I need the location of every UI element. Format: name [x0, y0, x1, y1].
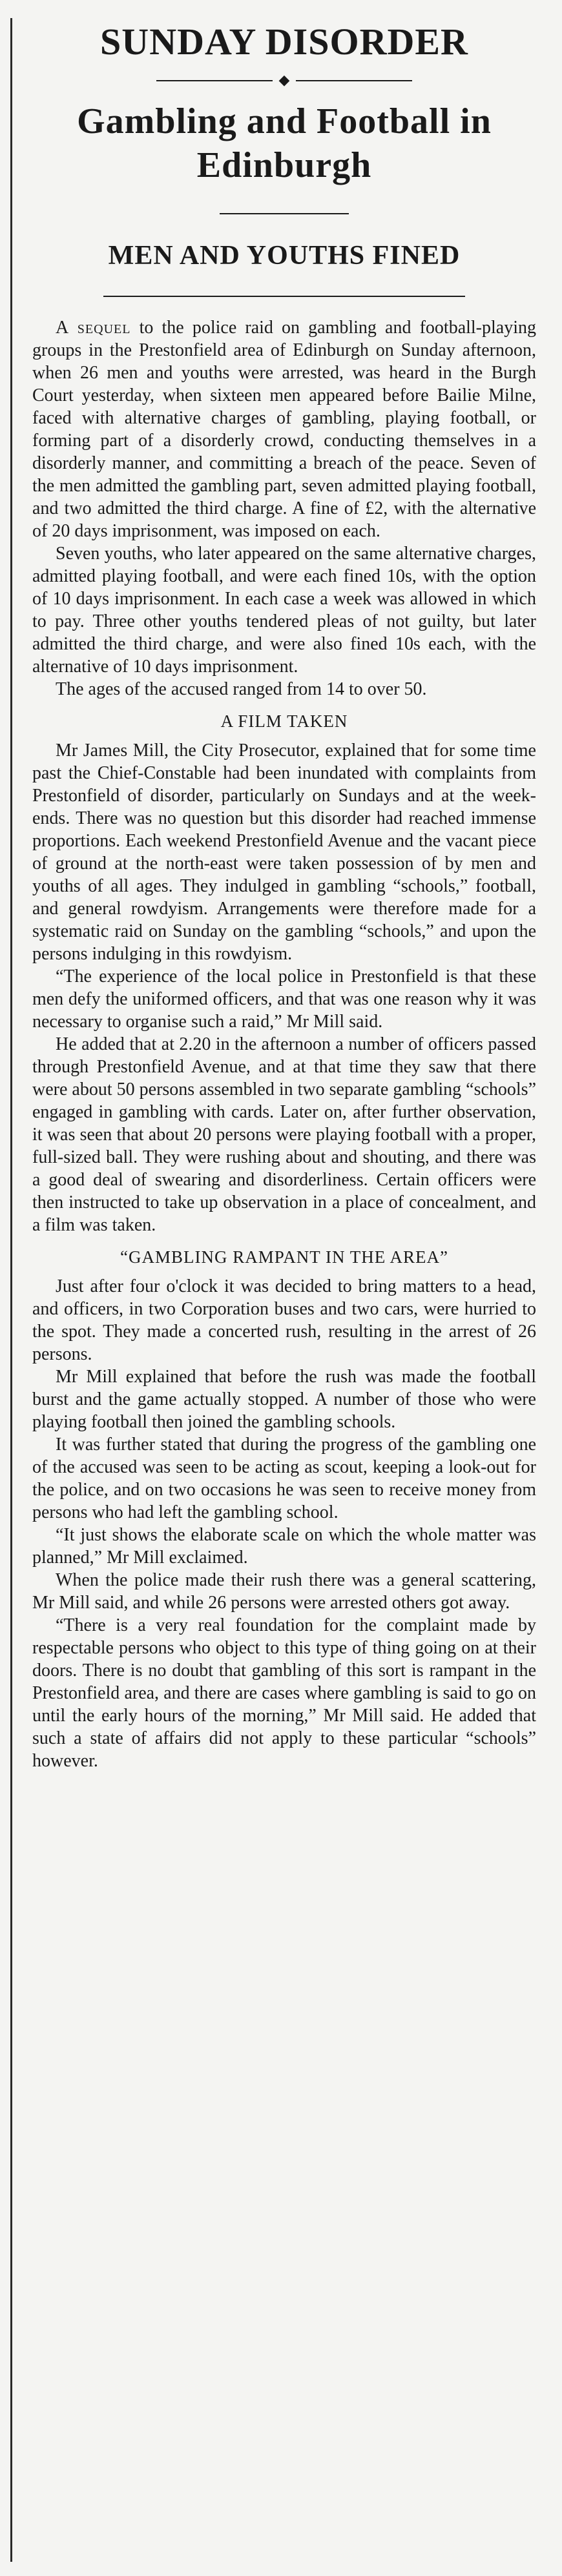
diamond-icon: ◆	[278, 72, 290, 88]
headline: SUNDAY DISORDER	[100, 21, 468, 63]
section-heading: A FILM TAKEN	[220, 711, 348, 731]
divider-line	[296, 80, 412, 81]
paragraph: It was further stated that during the progress of the gambling one of the accused was seen to be acting as scout, keeping a look-out for the police, and on two occasions he was seen to receive money from persons who had left the gambling school.	[32, 1435, 536, 1522]
paragraph: When the police made their rush there was a general scattering, Mr Mill said, and while 26 persons were arrested others got away.	[32, 1570, 536, 1613]
paragraph: Just after four o'clock it was decided to bring matters to a head, and officers, in two Corporation buses and two cars, were hurried to the spot. They made a concerted rush, resulting in the arrest of 26 persons.	[32, 1276, 536, 1364]
paragraph: Mr Mill explained that before the rush was made the football burst and the game actually stopped. A number of those who were playing football then joined the gambling schools.	[32, 1367, 536, 1432]
paragraph: “There is a very real foundation for the complaint made by respectable persons who object to this type of thing going on at their doors. There is no doubt that gambling of this sort is rampant in the Prestonfield area, and there are cases where gambling is said to go on until the early hours of the morning,” Mr Mill said. He added that such a state of affairs did not apply to these particular “schools” however.	[32, 1615, 536, 1771]
section-heading: “GAMBLING RAMPANT IN THE AREA”	[120, 1247, 448, 1267]
divider-rule	[220, 213, 349, 214]
divider-line	[156, 80, 273, 81]
paragraph: Seven youths, who later appeared on the same alternative charges, admitted playing football, and were each fined 10s, with the option of 10 days imprisonment. In each case a week was allowed in which to pay. Three other youths tendered pleas of not guilty, but later admitted the third charge, and were also fined 10s each, with the alternative of 10 days imprisonment.	[32, 544, 536, 677]
subheadline: Gambling and Football in Edinburgh	[77, 101, 492, 185]
lead-smallcaps: A sequel	[56, 318, 131, 338]
ornament-divider	[32, 71, 536, 90]
article-column	[32, 19, 536, 1772]
paragraph: “It just shows the elaborate scale on which the whole matter was planned,” Mr Mill exclaimed.	[32, 1525, 536, 1568]
paragraph: He added that at 2.20 in the afternoon a number of officers passed through Prestonfield Avenue, and at that time they saw that there were about 50 persons assembled in two separate gambling “schools” engaged in gambling with cards. Later on, after further observation, it was seen that about 20 persons were playing football with a proper, full-sized ball. They were rushing about and shouting, and there was a good deal of swearing and disorderliness. Certain officers were then instructed to take up observation in a place of concealment, and a film was taken.	[32, 1034, 536, 1235]
article-body	[32, 316, 536, 1772]
paragraph: Mr James Mill, the City Prosecutor, explained that for some time past the Chief-Constable had been inundated with complaints from Prestonfield of disorder, particularly on Sundays and at the week-ends. There was no question but this disorder had reached immense proportions. Each weekend Prestonfield Avenue and the vacant piece of ground at the north-east were taken possession of by men and youths of all ages. They indulged in gambling “schools,” football, and general rowdyism. Arrangements were therefore made for a systematic raid on Sunday on the gambling “schools,” and upon the persons indulging in this rowdyism.	[32, 741, 536, 964]
paragraph: The ages of the accused ranged from 14 to over 50.	[56, 679, 427, 699]
secondary-headline: MEN AND YOUTHS FINED	[108, 241, 461, 271]
divider-rule	[103, 296, 465, 297]
lead-text: to the police raid on gambling and football-playing groups in the Prestonfield area of Edinburgh on Sunday afternoon, when 26 men and youths were arrested, was heard in the Burgh Court yesterday, when sixteen men appeared before Bailie Milne, faced with alternative charges of gambling, playing football, or forming part of a disorderly crowd, conducting themselves in a disorderly manner, and committing a breach of the peace. Seven of the men admitted the gambling part, seven admitted playing football, and two admitted the third charge. A fine of £2, with the alternative of 20 days imprisonment, was imposed on each.	[32, 318, 536, 541]
paragraph: “The experience of the local police in Prestonfield is that these men defy the uniformed officers, and that was one reason why it was necessary to organise such a raid,” Mr Mill said.	[32, 966, 536, 1032]
lead-paragraph	[32, 316, 536, 542]
column-rule	[10, 18, 12, 2562]
